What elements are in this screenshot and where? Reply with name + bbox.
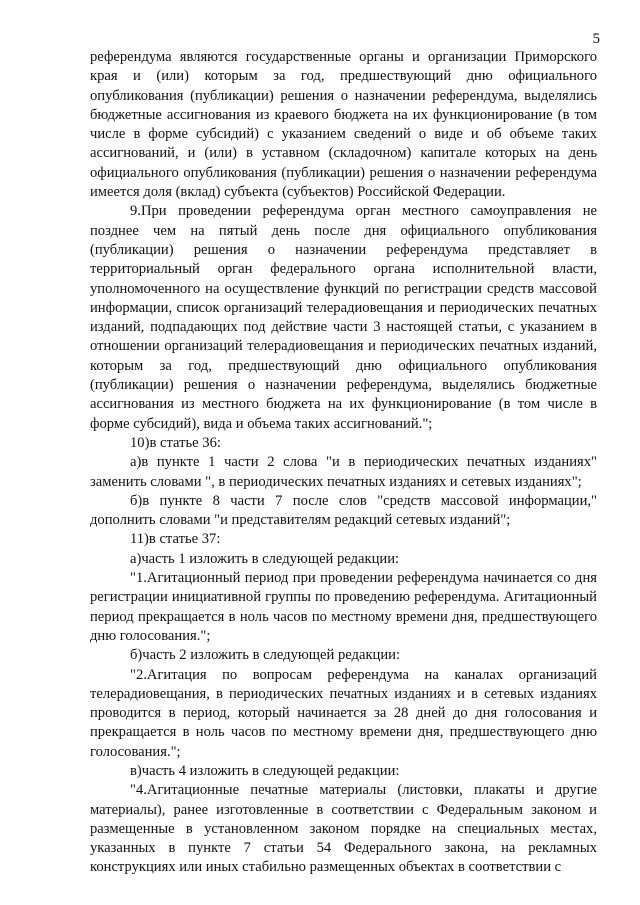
paragraph-37-v: в)часть 4 изложить в следующей редакции:: [130, 762, 400, 779]
paragraph-continuation: референдума являются государственные органы и организации Приморского края и (или) которым за год, предшествующий дню официального опубликования (публикации) решения о назначении референдума, выделялись бюджетные ассигнования из краевого бюджета на их функционирование (в том числе в форме субсидий) с указанием сведений о виде и об объеме таких ассигнований, и (или) в уставном (складочном) капитале которых на день официального опубликования (публикации) решения о назначении референдума имеется доля (вклад) субъекта (субъектов) Российской Федерации.: [90, 49, 597, 201]
paragraph-37-a: а)часть 1 изложить в следующей редакции:: [130, 550, 400, 567]
document-body: [90, 48, 597, 878]
paragraph-article-36: 10)в статье 36:: [130, 434, 221, 451]
paragraph-item-9: 9.При проведении референдума орган местного самоуправления не позднее чем на пятый день после дня официального опубликования (публикации) решения о назначении референдума представляет в территориальный орган федерального органа исполнительной власти, уполномоченного на осуществление функций по регистрации средств массовой информации, список организаций телерадиовещания и периодических печатных изданий, подпадающих под действие части 3 настоящей статьи, с указанием в отношении организаций телерадиовещания и периодических печатных изданий, которым за год, предшествующий дню официального опубликования (публикации) решения о назначении референдума, выделялись бюджетные ассигнования из местного бюджета на их функционирование (в том числе в форме субсидий), вида и объема таких ассигнований.";: [90, 203, 597, 432]
paragraph-37-b: б)часть 2 изложить в следующей редакции:: [130, 647, 401, 664]
paragraph-36-b: б)в пункте 8 части 7 после слов "средств массовой информации," дополнить словами "и представителям редакций сетевых изданий";: [90, 492, 597, 529]
paragraph-37-part-4: "4.Агитационные печатные материалы (листовки, плакаты и другие материалы), ранее изготовленные в соответствии с Федеральным законом и размещенные в установленном законом порядке на специальных местах, указанных в пункте 7 статьи 54 Федерального закона, на рекламных конструкциях или иных стабильно размещенных объектах в соответствии с: [90, 782, 597, 876]
paragraph-37-part-1: "1.Агитационный период при проведении референдума начинается со дня регистрации инициативной группы по проведению референдума. Агитационный период прекращается в ноль часов по местному времени дня, предшествующего дню голосования.";: [90, 570, 597, 644]
paragraph-article-37: 11)в статье 37:: [130, 531, 221, 548]
page-number: 5: [592, 31, 600, 47]
paragraph-37-part-2: "2.Агитация по вопросам референдума на каналах организаций телерадиовещания, в периодических печатных изданиях и в сетевых изданиях проводится в период, который начинается за 28 дней до дня голосования и прекращается в ноль часов по местному времени дня, предшествующего дню голосования.";: [90, 666, 597, 760]
paragraph-36-a: а)в пункте 1 части 2 слова "и в периодических печатных изданиях" заменить словами ", в периодических печатных изданиях и сетевых изданиях";: [90, 454, 597, 490]
